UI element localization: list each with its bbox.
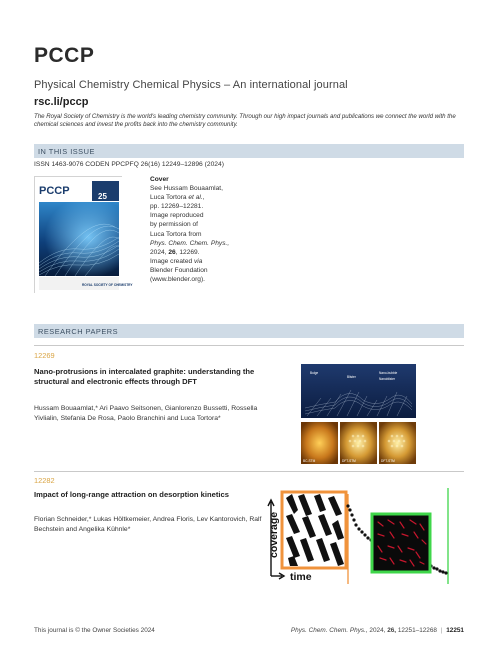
article-2-authors: Florian Schneider,* Lukas Höltkemeier, Andrea Floris, Lev Kantorovich, Ralf Bechstein and Angelika Kühnle* xyxy=(34,516,262,533)
cover-reproduced-2: by permission of xyxy=(150,221,199,229)
cover-source-journal: Phys. Chem. Chem. Phys., xyxy=(150,239,230,247)
ga1-stm-panel-3 xyxy=(379,422,416,464)
ga1-stm-panel-2 xyxy=(340,422,377,464)
article-1-authors: Hussam Bouaamlat,* Ari Paavo Seitsonen, Gianlorenzo Bussetti, Rossella Yivlialin, Stefania De Rosa, Paolo Branchini and Luca Tortora* xyxy=(34,405,258,422)
footer-citation xyxy=(287,627,464,634)
article-divider xyxy=(34,345,464,346)
ga1-label-blister: Blister xyxy=(347,375,356,379)
ga1-label-nanoblister: Nanoblister xyxy=(379,377,396,381)
cover-caption xyxy=(150,175,238,284)
cover-created-by: Blender Foundation xyxy=(150,266,208,274)
rsc-blurb: The Royal Society of Chemistry is the world's leading chemistry community. Through our high impact journals and publications we connect the world with the chemical sciences and invest the profits back into the chemistry community. xyxy=(34,113,456,128)
footer-pages: 12251–12268 xyxy=(397,627,437,634)
article-1-graphical-abstract xyxy=(301,364,416,465)
research-papers-header: RESEARCH PAPERS xyxy=(34,324,464,338)
footer-year: 2024, xyxy=(369,627,386,634)
article-1-graphic xyxy=(301,364,416,465)
cover-volume: 26 xyxy=(168,248,176,256)
cover-see-line: See Hussam Bouaamlat, xyxy=(150,185,223,193)
article-2-page-number[interactable]: 12282 xyxy=(34,476,55,485)
cover-year: 2024, xyxy=(150,248,167,256)
article-1-page-number[interactable]: 12269 xyxy=(34,351,55,360)
ga2-xlabel: time xyxy=(290,571,312,583)
ga1-label-dft-stm-2: DFT-STM xyxy=(381,459,395,463)
article-1-title[interactable]: Nano-protrusions in intercalated graphite: understanding the structural and electronic effects through DFT xyxy=(34,367,255,386)
ga1-label-bulge: Bulge xyxy=(310,371,319,375)
cover-et-al: et al. xyxy=(188,194,203,202)
cover-created-pre: Image created xyxy=(150,257,193,265)
cover-reproduced-1: Image reproduced xyxy=(150,212,204,220)
cover-publisher: ROYAL SOCIETY OF CHEMISTRY xyxy=(82,283,133,287)
cover-artwork xyxy=(35,177,133,294)
journal-url[interactable]: rsc.li/pccp xyxy=(34,96,89,108)
cover-image[interactable] xyxy=(34,176,133,293)
cover-reproduced-3: Luca Tortora from xyxy=(150,230,202,238)
cover-created-via: via xyxy=(194,257,203,265)
issn-line: ISSN 1463-9076 CODEN PPCPFQ 26(16) 12249–12896 (2024) xyxy=(34,161,224,168)
ga1-label-nanobubble: Nano-bubble xyxy=(379,371,398,375)
journal-title: PCCP xyxy=(34,44,95,67)
ga1-label-bc-stm: BC-STM xyxy=(303,459,316,463)
in-this-issue-header: IN THIS ISSUE xyxy=(34,144,464,158)
cover-page-ref: , 12269. xyxy=(175,248,200,256)
ga1-stm-panel-1 xyxy=(301,422,338,464)
footer-copyright: This journal is © the Owner Societies 2024 xyxy=(34,627,155,634)
footer-separator: | xyxy=(440,627,443,634)
cover-journal-name: PCCP xyxy=(39,185,70,197)
ga2-ylabel: coverage xyxy=(268,511,280,558)
article-divider xyxy=(34,471,464,472)
cover-author: Luca Tortora xyxy=(150,194,187,202)
cover-citation xyxy=(150,248,238,257)
footer-journal: Phys. Chem. Chem. Phys., xyxy=(290,627,368,634)
ga1-label-dft-stm-1: DFT-STM xyxy=(342,459,356,463)
article-2-graphical-abstract xyxy=(268,484,464,588)
cover-pages[interactable]: pp. 12269–12281. xyxy=(150,203,204,211)
article-2-graphic xyxy=(268,484,464,588)
cover-issue-number: 25 xyxy=(98,192,107,201)
cover-label: Cover xyxy=(150,176,169,183)
footer-page-number: 12251 xyxy=(446,627,464,634)
footer-volume: 26, xyxy=(387,627,397,634)
article-2-title[interactable]: Impact of long-range attraction on desorption kinetics xyxy=(34,490,229,499)
journal-subtitle: Physical Chemistry Chemical Physics – An international journal xyxy=(34,79,348,91)
cover-website[interactable]: (www.blender.org). xyxy=(150,276,205,284)
cover-author-line: Luca Tortora et al., xyxy=(150,194,205,202)
cover-created-line xyxy=(150,257,238,266)
